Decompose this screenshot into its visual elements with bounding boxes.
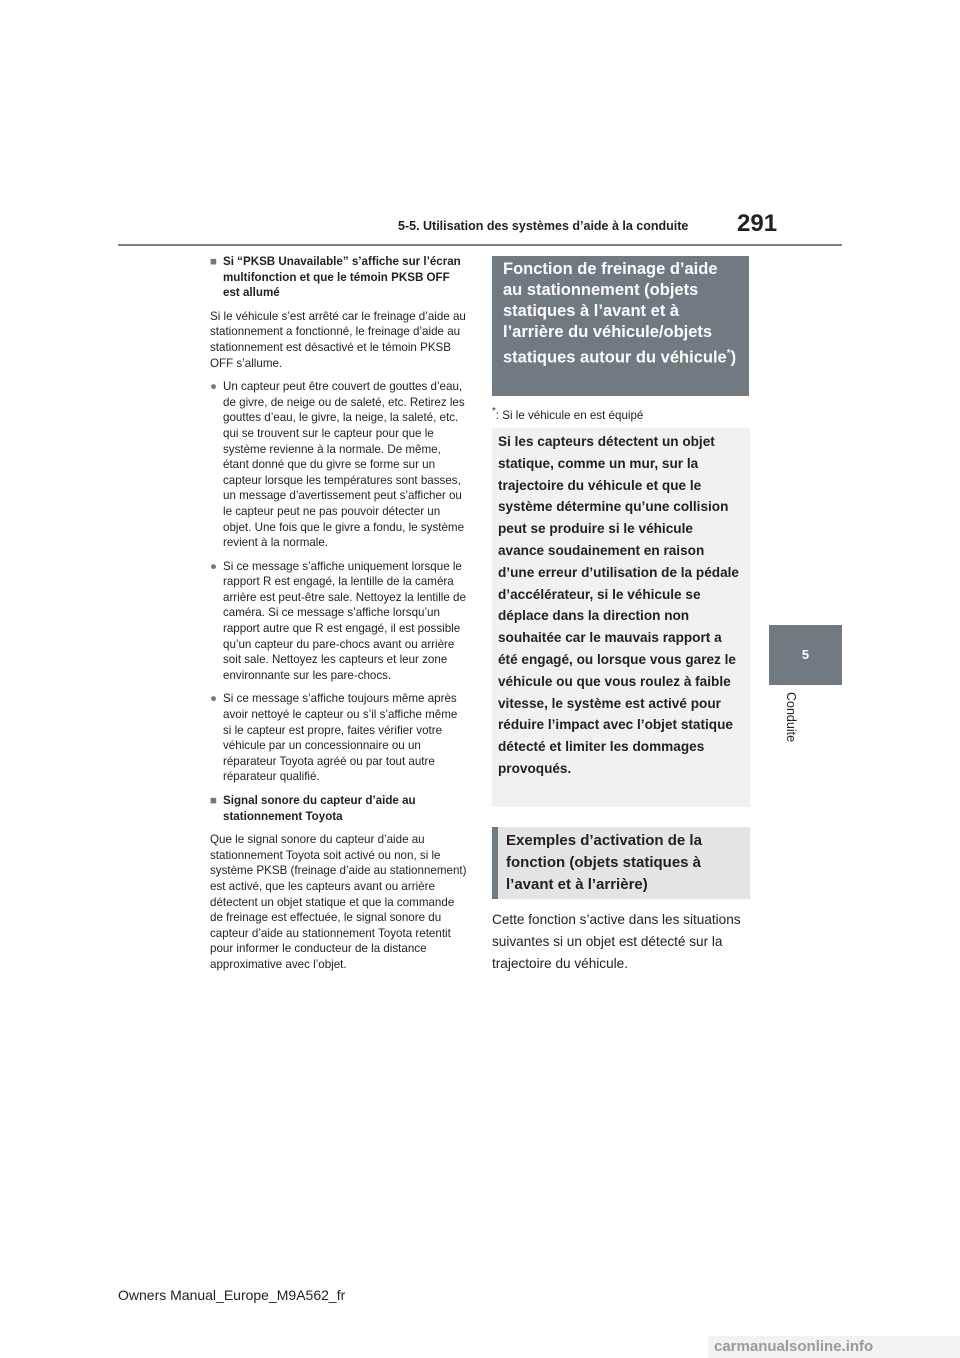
square-marker-icon: ■ — [210, 794, 218, 807]
bullet-circle-icon: ● — [210, 559, 218, 573]
chapter-label — [782, 686, 802, 756]
page-number: 291 — [737, 210, 778, 237]
bullet-item — [210, 559, 468, 684]
bullet-circle-icon: ● — [210, 380, 218, 394]
bullet-text: Un capteur peut être couvert de gouttes d’eau, de givre, de neige ou de saleté, etc. Retirez les gouttes d’eau, le givre, la neige, la saleté, etc. qui se trouvent sur le capteur pour que le système revienne à la normale. De même, étant donné que du givre se forme sur un capteur lorsque les températures sont basses, un message d’avertissement peut s’afficher ou le capteur peut ne pas pouvoir détecter un objet. Une fois que le givre a fondu, le système revient à la normale. — [223, 380, 465, 550]
bullet-item — [210, 691, 468, 785]
subsection-heading — [210, 793, 468, 824]
sub-heading-text: Exemples d’activation de la fonction (objets statiques à l’avant et à l’arrière) — [506, 832, 702, 893]
footnote — [492, 406, 643, 422]
heading-close: ) — [730, 348, 737, 367]
section-title: 5-5. Utilisation des systèmes d’aide à la conduite — [398, 219, 689, 233]
chapter-label-text: Conduite — [784, 692, 798, 743]
bullet-circle-icon: ● — [210, 692, 218, 706]
body-paragraph: Cette fonction s’active dans les situations suivantes si un objet est détecté sur la trajectoire du véhicule. — [492, 912, 741, 971]
paragraph: Que le signal sonore du capteur d’aide au stationnement Toyota soit activé ou non, si le système PKSB (freinage d’aide au stationnement) est activé, que les capteurs avant ou arrière détectent un objet statique et que la commande de freinage est effectuée, le signal sonore du capteur d’aide au stationnement Toyota retentit pour informer le conducteur de la distance approximative avec l’objet. — [210, 833, 467, 971]
bullet-text: Si ce message s’affiche toujours même après avoir nettoyé le capteur ou s’il s’affiche même si le capteur est propre, faites vérifier votre véhicule par un concessionnaire ou un réparateur Toyota agréé ou par tout autre réparateur qualifié. — [223, 692, 458, 784]
heading-asterisk: * — [726, 348, 731, 359]
subsection-heading — [210, 254, 468, 301]
description-text: Si les capteurs détectent un objet statique, comme un mur, sur la trajectoire du véhicule et que le système détermine qu’une collision peut se produire si le véhicule avance soudainement en raison d’une erreur d’utilisation de la pédale d’accélérateur, si le véhicule se déplace dans la direction non souhaitée car le mauvais rapport a été engagé, ou lorsque vous garez le véhicule ou que vous roulez à faible vitesse, le système est activé pour réduire l’impact avec l’objet statique détecté et limiter les dommages provoqués. — [498, 434, 739, 776]
chapter-tab — [769, 625, 842, 685]
square-marker-icon: ■ — [210, 255, 218, 268]
bullet-text: Si ce message s’affiche uniquement lorsque le rapport R est engagé, la lentille de la caméra arrière est peut-être sale. Nettoyez la lentille de caméra. Si ce message s’affiche lorsqu’un rapport autre que R est engagé, il est possible qu’un capteur du pare-chocs avant ou arrière soit sale. Nettoyez les capteurs et leur zone environnante sur les pare-chocs. — [223, 559, 466, 682]
chapter-number: 5 — [801, 647, 810, 662]
main-heading-text: Fonction de freinage d’aide au stationnement (objets statiques à l’avant et à l’arrière du véhicule/objets statiques autour du véhicule — [503, 260, 727, 367]
bullet-item — [210, 379, 468, 551]
watermark: carmanualsonline.info — [708, 1336, 960, 1358]
footnote-mark: * — [492, 406, 496, 417]
heading-text: Signal sonore du capteur d’aide au stationnement Toyota — [223, 794, 416, 823]
footnote-text: : Si le véhicule en est équipé — [495, 408, 644, 422]
left-column — [210, 254, 468, 981]
heading-text: Si “PKSB Unavailable” s’affiche sur l’écran multifonction et que le témoin PKSB OFF est allumé — [223, 255, 461, 300]
footer-text: Owners Manual_Europe_M9A562_fr — [118, 1287, 346, 1303]
paragraph: Si le véhicule s’est arrêté car le freinage d’aide au stationnement a fonctionné, le freinage d’aide au stationnement est désactivé et le témoin PKSB OFF s’allume. — [210, 309, 466, 370]
header-divider — [118, 244, 842, 246]
main-heading-box — [492, 256, 749, 396]
sub-heading-box — [492, 827, 750, 899]
